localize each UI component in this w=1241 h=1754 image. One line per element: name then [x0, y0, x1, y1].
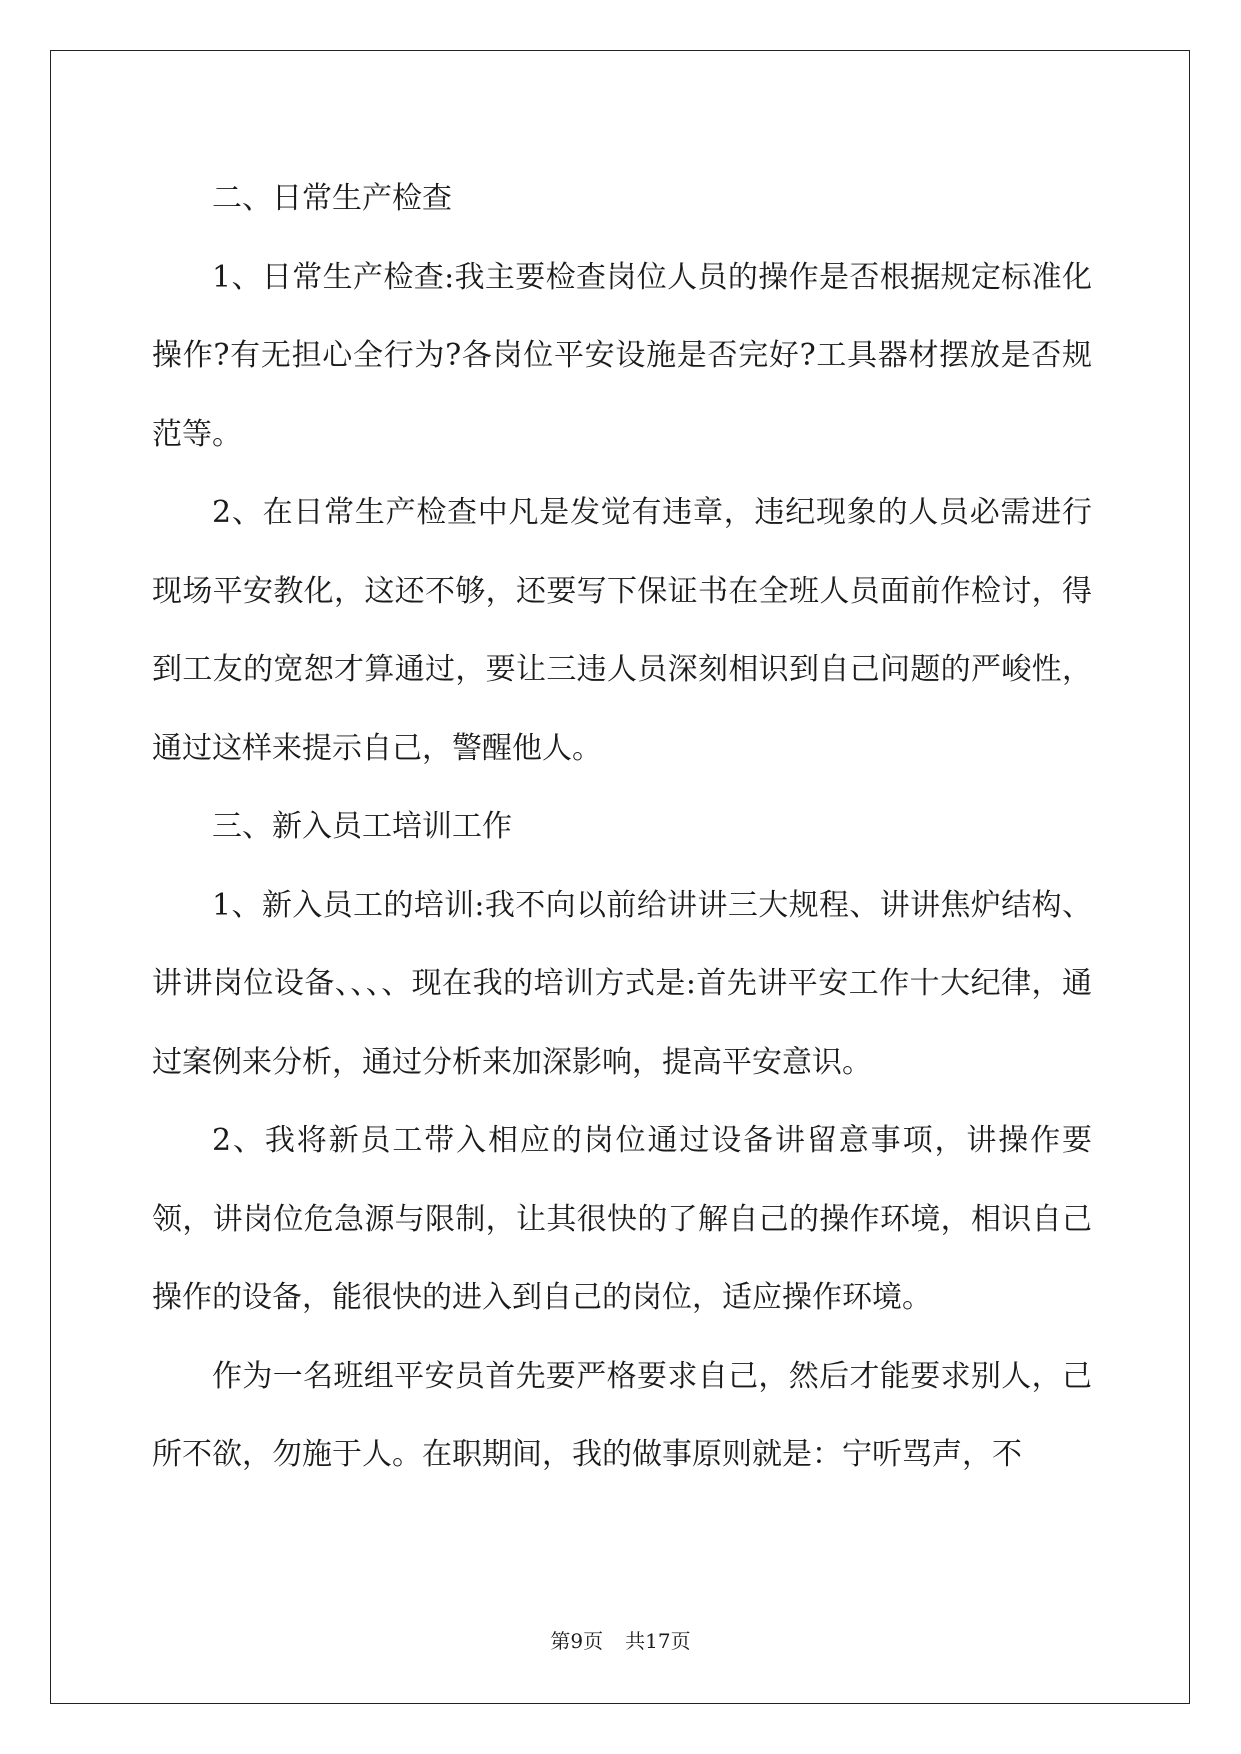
paragraph-training-2: 2、我将新员工带入相应的岗位通过设备讲留意事项，讲操作要领，讲岗位危急源与限制，让其很快的了解自己的操作环境，相识自己操作的设备，能很快的进入到自己的岗位，适应操作环境。: [152, 1123, 1092, 1315]
paragraph-daily-inspection-1: 1、日常生产检查:我主要检查岗位人员的操作是否根据规定标准化操作?有无担心全行为?各岗位平安设施是否完好?工具器材摆放是否规范等。: [152, 259, 1092, 452]
document-body: [152, 160, 1092, 1495]
paragraph-conclusion: 作为一名班组平安员首先要严格要求自己，然后才能要求别人，己所不欲，勿施于人。在职期间，我的做事原则就是：宁听骂声，不: [152, 1358, 1092, 1472]
page-number: 第9页: [550, 1629, 604, 1653]
section-heading-daily-inspection: 二、日常生产检查: [212, 181, 452, 216]
page-footer: [0, 1625, 1241, 1654]
paragraph-training-1: 1、新入员工的培训:我不向以前给讲讲三大规程、讲讲焦炉结构、讲讲岗位设备、、、、现在我的培训方式是:首先讲平安工作十大纪律，通过案例来分析，通过分析来加深影响，提高平安意识。: [152, 887, 1092, 1080]
section-heading-new-staff-training: 三、新入员工培训工作: [212, 809, 512, 844]
page-total: 共17页: [625, 1629, 691, 1653]
paragraph-daily-inspection-2: 2、在日常生产检查中凡是发觉有违章，违纪现象的人员必需进行现场平安教化，这还不够，还要写下保证书在全班人员面前作检讨，得到工友的宽恕才算通过，要让三违人员深刻相识到自己问题的严峻性，通过这样来提示自己，警醒他人。: [152, 495, 1092, 766]
